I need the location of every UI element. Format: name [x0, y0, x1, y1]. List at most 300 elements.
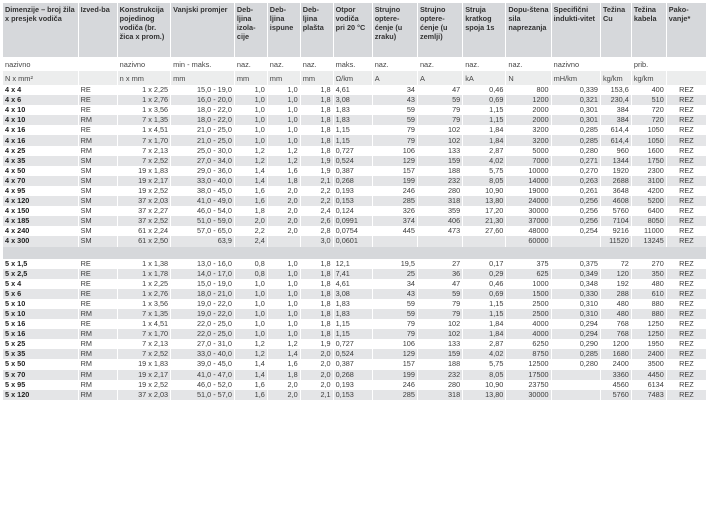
- cell-current-ground: 36: [417, 269, 462, 279]
- cell-filler-thickness: 1,0: [267, 289, 300, 299]
- cell-type: SM: [78, 196, 117, 206]
- cell-packaging: REZ: [666, 206, 706, 216]
- cell-filler-thickness: 1,0: [267, 259, 300, 269]
- cell-conductor-construction: 1 x 3,56: [117, 299, 170, 309]
- cell-outer-diameter: 27,0 - 31,0: [171, 339, 235, 349]
- header-short-circuit-current: Struja kratkog spoja 1s: [463, 3, 506, 57]
- cell-conductor-construction: 7 x 1,70: [117, 135, 170, 145]
- table-row: [3, 259, 707, 269]
- cell-current-air: 246: [372, 186, 417, 196]
- cell-dimension: 5 x 95: [3, 380, 78, 390]
- cell-conductor-construction: 37 x 2,03: [117, 390, 170, 400]
- cell-sheath-thickness: 2,2: [300, 196, 333, 206]
- cell-sheath-thickness: 1,8: [300, 259, 333, 269]
- header-permissible-tensile-force: Dopu-štena sila naprezanja: [506, 3, 551, 57]
- cell-short-circuit-current: 21,30: [463, 216, 506, 226]
- header-conductor-construction: Konstrukcija pojedinog vodiča (br. žica x prom.): [117, 3, 170, 57]
- table-row: [3, 166, 707, 176]
- cell-cable-weight: 4200: [631, 186, 666, 196]
- cell-dimension: 5 x 35: [3, 349, 78, 359]
- cell-insulation-thickness: 1,8: [234, 206, 267, 216]
- cell-insulation-thickness: 1,0: [234, 135, 267, 145]
- cell-conductor-construction: 7 x 2,13: [117, 339, 170, 349]
- cell-specific-inductance: 0,256: [551, 206, 600, 216]
- cell-insulation-thickness: 1,4: [234, 359, 267, 369]
- cell-type: RM: [78, 309, 117, 319]
- cell-specific-inductance: 0,321: [551, 95, 600, 105]
- cell-type: RE: [78, 319, 117, 329]
- table-row: [3, 390, 707, 400]
- cell-current-air: 285: [372, 390, 417, 400]
- cell-conductor-resistance: 0,387: [333, 166, 372, 176]
- cell-conductor-construction: 37 x 2,27: [117, 206, 170, 216]
- cell-type: RE: [78, 85, 117, 95]
- table-row: [3, 135, 707, 145]
- sub2-insulation-thickness: mm: [234, 71, 267, 85]
- cell-short-circuit-current: 1,15: [463, 115, 506, 125]
- cell-insulation-thickness: 1,0: [234, 289, 267, 299]
- cell-type: SM: [78, 216, 117, 226]
- cell-sheath-thickness: 1,8: [300, 319, 333, 329]
- cell-outer-diameter: 27,0 - 34,0: [171, 156, 235, 166]
- sub1-conductor-construction: nazivno: [117, 57, 170, 71]
- cell-packaging: REZ: [666, 319, 706, 329]
- sub1-outer-diameter: min - maks.: [171, 57, 235, 71]
- cell-permissible-tensile-force: 4000: [506, 329, 551, 339]
- cell-specific-inductance: 0,310: [551, 309, 600, 319]
- cell-packaging: REZ: [666, 196, 706, 206]
- cell-packaging: REZ: [666, 216, 706, 226]
- cell-conductor-construction: 7 x 1,35: [117, 309, 170, 319]
- cell-type: RM: [78, 329, 117, 339]
- cell-type: RM: [78, 370, 117, 380]
- cell-short-circuit-current: 4,02: [463, 349, 506, 359]
- header-type: Izved-ba: [78, 3, 117, 57]
- cell-dimension: 4 x 16: [3, 125, 78, 135]
- cell-outer-diameter: 33,0 - 40,0: [171, 176, 235, 186]
- cell-short-circuit-current: 0,46: [463, 279, 506, 289]
- cell-short-circuit-current: 10,90: [463, 186, 506, 196]
- cell-dimension: 5 x 70: [3, 370, 78, 380]
- cell-dimension: 4 x 10: [3, 115, 78, 125]
- cell-current-air: 59: [372, 299, 417, 309]
- cell-insulation-thickness: 1,6: [234, 380, 267, 390]
- sub2-conductor-construction: n x mm: [117, 71, 170, 85]
- cell-current-ground: 27: [417, 259, 462, 269]
- cell-current-air: 79: [372, 329, 417, 339]
- cell-current-ground: 280: [417, 186, 462, 196]
- cell-specific-inductance: 0,339: [551, 85, 600, 95]
- cell-filler-thickness: 1,8: [267, 370, 300, 380]
- cell-permissible-tensile-force: 2000: [506, 105, 551, 115]
- cell-cable-weight: 6134: [631, 380, 666, 390]
- cell-packaging: REZ: [666, 115, 706, 125]
- cell-specific-inductance: 0,285: [551, 349, 600, 359]
- cell-filler-thickness: 1,2: [267, 146, 300, 156]
- cell-short-circuit-current: 27,60: [463, 226, 506, 236]
- cell-permissible-tensile-force: 2500: [506, 309, 551, 319]
- cell-permissible-tensile-force: 23750: [506, 380, 551, 390]
- cell-outer-diameter: 15,0 - 19,0: [171, 85, 235, 95]
- cell-dimension: 5 x 6: [3, 289, 78, 299]
- cell-current-air: 79: [372, 319, 417, 329]
- sub1-dimension: nazivno: [3, 57, 78, 71]
- cell-short-circuit-current: 13,80: [463, 390, 506, 400]
- units-row-nominal: [3, 57, 707, 71]
- table-row: [3, 95, 707, 105]
- cell-conductor-resistance: 0,193: [333, 186, 372, 196]
- cell-permissible-tensile-force: 375: [506, 259, 551, 269]
- header-insulation-thickness: Deb-ljina izola-cije: [234, 3, 267, 57]
- cell-sheath-thickness: 1,8: [300, 269, 333, 279]
- header-current-air: Strujno optere-ćenje (u zraku): [372, 3, 417, 57]
- cell-insulation-thickness: 1,2: [234, 146, 267, 156]
- cell-short-circuit-current: 5,75: [463, 359, 506, 369]
- cell-conductor-construction: 1 x 2,25: [117, 279, 170, 289]
- cell-conductor-resistance: 1,83: [333, 299, 372, 309]
- cell-conductor-construction: 37 x 2,52: [117, 216, 170, 226]
- cell-packaging: REZ: [666, 269, 706, 279]
- cell-short-circuit-current: 1,84: [463, 329, 506, 339]
- cell-copper-weight: 153,6: [600, 85, 631, 95]
- cell-insulation-thickness: 2,0: [234, 216, 267, 226]
- cell-cable-weight: 610: [631, 289, 666, 299]
- cell-specific-inductance: [551, 390, 600, 400]
- cell-cable-weight: 1750: [631, 156, 666, 166]
- cell-specific-inductance: 0,280: [551, 359, 600, 369]
- cell-cable-weight: 3100: [631, 176, 666, 186]
- table-row: [3, 309, 707, 319]
- cell-conductor-construction: 7 x 2,52: [117, 156, 170, 166]
- table-row: [3, 156, 707, 166]
- cell-type: RM: [78, 349, 117, 359]
- cell-copper-weight: 120: [600, 269, 631, 279]
- cell-sheath-thickness: 2,0: [300, 370, 333, 380]
- cell-current-air: 79: [372, 125, 417, 135]
- sub2-copper-weight: kg/km: [600, 71, 631, 85]
- cell-current-ground: 318: [417, 196, 462, 206]
- cell-current-air: 129: [372, 156, 417, 166]
- cell-short-circuit-current: 2,87: [463, 339, 506, 349]
- cell-copper-weight: 614,4: [600, 125, 631, 135]
- table-row: [3, 85, 707, 95]
- cell-short-circuit-current: 0,46: [463, 85, 506, 95]
- cell-permissible-tensile-force: 37000: [506, 216, 551, 226]
- cell-cable-weight: 720: [631, 115, 666, 125]
- cell-specific-inductance: 0,285: [551, 125, 600, 135]
- cell-insulation-thickness: 1,0: [234, 85, 267, 95]
- cell-dimension: 5 x 16: [3, 329, 78, 339]
- cell-packaging: REZ: [666, 289, 706, 299]
- cell-copper-weight: 480: [600, 309, 631, 319]
- cell-packaging: REZ: [666, 380, 706, 390]
- cell-current-air: 106: [372, 339, 417, 349]
- cell-insulation-thickness: 0,8: [234, 259, 267, 269]
- cell-type: RE: [78, 95, 117, 105]
- cell-current-air: 246: [372, 380, 417, 390]
- cell-conductor-resistance: 1,15: [333, 329, 372, 339]
- cell-type: RE: [78, 279, 117, 289]
- cell-type: SM: [78, 206, 117, 216]
- cell-sheath-thickness: 2,0: [300, 349, 333, 359]
- sub1-specific-inductance: nazivno: [551, 57, 600, 71]
- cell-specific-inductance: 0,301: [551, 115, 600, 125]
- sub2-permissible-tensile-force: N: [506, 71, 551, 85]
- cell-copper-weight: 1920: [600, 166, 631, 176]
- cell-current-air: 25: [372, 269, 417, 279]
- cell-insulation-thickness: 1,0: [234, 105, 267, 115]
- cell-conductor-construction: 1 x 4,51: [117, 125, 170, 135]
- table-row: [3, 380, 707, 390]
- cell-current-air: 129: [372, 349, 417, 359]
- sub2-current-air: A: [372, 71, 417, 85]
- cell-permissible-tensile-force: 30000: [506, 206, 551, 216]
- cell-conductor-resistance: 7,41: [333, 269, 372, 279]
- cell-permissible-tensile-force: 14000: [506, 176, 551, 186]
- table-row: [3, 269, 707, 279]
- cell-insulation-thickness: 1,0: [234, 279, 267, 289]
- table-row: [3, 359, 707, 369]
- table-row: [3, 125, 707, 135]
- cell-outer-diameter: 51,0 - 57,0: [171, 390, 235, 400]
- cell-short-circuit-current: 5,75: [463, 166, 506, 176]
- sub2-type: [78, 71, 117, 85]
- table-row: [3, 279, 707, 289]
- cell-packaging: REZ: [666, 166, 706, 176]
- cell-outer-diameter: 63,9: [171, 236, 235, 246]
- cell-conductor-resistance: 1,83: [333, 115, 372, 125]
- cell-conductor-resistance: 1,83: [333, 309, 372, 319]
- cell-sheath-thickness: 1,8: [300, 85, 333, 95]
- cell-permissible-tensile-force: 3200: [506, 125, 551, 135]
- cell-current-air: 106: [372, 146, 417, 156]
- cell-conductor-resistance: 12,1: [333, 259, 372, 269]
- cell-filler-thickness: 2,0: [267, 380, 300, 390]
- cell-current-air: 43: [372, 289, 417, 299]
- cell-packaging: REZ: [666, 370, 706, 380]
- sub1-conductor-resistance: maks.: [333, 57, 372, 71]
- cell-specific-inductance: 0,290: [551, 339, 600, 349]
- cell-conductor-resistance: 0,193: [333, 380, 372, 390]
- cell-filler-thickness: 1,0: [267, 309, 300, 319]
- sub1-short-circuit-current: naz.: [463, 57, 506, 71]
- cell-insulation-thickness: 1,4: [234, 166, 267, 176]
- cell-copper-weight: 192: [600, 279, 631, 289]
- cell-insulation-thickness: 1,2: [234, 349, 267, 359]
- sub2-cable-weight: kg/km: [631, 71, 666, 85]
- cell-permissible-tensile-force: 6250: [506, 339, 551, 349]
- cell-sheath-thickness: 1,8: [300, 289, 333, 299]
- sub2-packaging: [666, 71, 706, 85]
- cell-filler-thickness: 2,0: [267, 226, 300, 236]
- cell-current-ground: 188: [417, 166, 462, 176]
- cell-sheath-thickness: 1,8: [300, 115, 333, 125]
- cell-short-circuit-current: 13,80: [463, 196, 506, 206]
- cell-outer-diameter: 33,0 - 40,0: [171, 349, 235, 359]
- cell-sheath-thickness: 1,8: [300, 329, 333, 339]
- cell-current-ground: 102: [417, 329, 462, 339]
- cell-type: RE: [78, 299, 117, 309]
- cell-type: RE: [78, 125, 117, 135]
- table-row: [3, 329, 707, 339]
- table-row: [3, 146, 707, 156]
- cell-outer-diameter: 29,0 - 36,0: [171, 166, 235, 176]
- cell-specific-inductance: [551, 380, 600, 390]
- cell-sheath-thickness: 1,8: [300, 146, 333, 156]
- cell-filler-thickness: 1,8: [267, 176, 300, 186]
- cell-type: RM: [78, 359, 117, 369]
- cell-dimension: 4 x 95: [3, 186, 78, 196]
- cell-conductor-construction: 7 x 2,52: [117, 349, 170, 359]
- cell-current-ground: 232: [417, 176, 462, 186]
- cell-current-air: 199: [372, 176, 417, 186]
- cell-current-air: 59: [372, 309, 417, 319]
- cell-conductor-construction: 19 x 2,17: [117, 370, 170, 380]
- cell-type: SM: [78, 236, 117, 246]
- cell-conductor-resistance: 1,15: [333, 135, 372, 145]
- cell-outer-diameter: 18,0 - 21,0: [171, 289, 235, 299]
- cell-copper-weight: 2688: [600, 176, 631, 186]
- cell-specific-inductance: 0,349: [551, 269, 600, 279]
- cell-packaging: REZ: [666, 226, 706, 236]
- cell-conductor-construction: 1 x 1,78: [117, 269, 170, 279]
- cell-type: RM: [78, 339, 117, 349]
- cell-short-circuit-current: 0,69: [463, 289, 506, 299]
- cell-copper-weight: 4560: [600, 380, 631, 390]
- cell-permissible-tensile-force: 30000: [506, 390, 551, 400]
- cell-short-circuit-current: 0,69: [463, 95, 506, 105]
- cell-filler-thickness: 1,2: [267, 156, 300, 166]
- cell-filler-thickness: 1,2: [267, 339, 300, 349]
- cell-filler-thickness: 2,0: [267, 390, 300, 400]
- cell-conductor-resistance: 0,153: [333, 196, 372, 206]
- cell-copper-weight: 768: [600, 319, 631, 329]
- cell-conductor-resistance: 1,83: [333, 105, 372, 115]
- cell-filler-thickness: 1,0: [267, 135, 300, 145]
- cell-conductor-construction: 1 x 2,25: [117, 85, 170, 95]
- cell-current-air: 326: [372, 206, 417, 216]
- cell-specific-inductance: [551, 236, 600, 246]
- cell-cable-weight: 480: [631, 279, 666, 289]
- cell-outer-diameter: 41,0 - 49,0: [171, 196, 235, 206]
- header-row: [3, 3, 707, 57]
- cell-current-air: 79: [372, 135, 417, 145]
- cell-short-circuit-current: 0,17: [463, 259, 506, 269]
- cable-spec-table: [3, 3, 707, 400]
- table-row: [3, 105, 707, 115]
- cell-insulation-thickness: 0,8: [234, 269, 267, 279]
- cell-sheath-thickness: 1,8: [300, 135, 333, 145]
- cell-current-air: 445: [372, 226, 417, 236]
- cell-type: RM: [78, 115, 117, 125]
- section-separator: [3, 247, 707, 259]
- cell-dimension: 5 x 4: [3, 279, 78, 289]
- cell-outer-diameter: 18,0 - 22,0: [171, 115, 235, 125]
- cell-current-ground: 359: [417, 206, 462, 216]
- cell-short-circuit-current: 1,84: [463, 125, 506, 135]
- cell-specific-inductance: 0,301: [551, 105, 600, 115]
- cell-specific-inductance: 0,254: [551, 226, 600, 236]
- cell-permissible-tensile-force: 19000: [506, 186, 551, 196]
- cell-cable-weight: 4450: [631, 370, 666, 380]
- table-row: [3, 236, 707, 246]
- cell-current-ground: 79: [417, 115, 462, 125]
- cell-specific-inductance: 0,256: [551, 196, 600, 206]
- cell-packaging: REZ: [666, 186, 706, 196]
- cell-current-ground: 318: [417, 390, 462, 400]
- cell-permissible-tensile-force: 1500: [506, 289, 551, 299]
- cell-cable-weight: 400: [631, 85, 666, 95]
- cell-conductor-construction: 19 x 2,52: [117, 380, 170, 390]
- cell-filler-thickness: 2,0: [267, 196, 300, 206]
- cell-insulation-thickness: 1,4: [234, 370, 267, 380]
- cell-sheath-thickness: 1,9: [300, 156, 333, 166]
- cell-conductor-construction: 1 x 2,76: [117, 289, 170, 299]
- cell-type: SM: [78, 176, 117, 186]
- cell-sheath-thickness: 2,0: [300, 359, 333, 369]
- cell-copper-weight: 5760: [600, 390, 631, 400]
- cell-conductor-resistance: 4,61: [333, 85, 372, 95]
- cell-conductor-construction: 19 x 1,83: [117, 359, 170, 369]
- cell-sheath-thickness: 2,4: [300, 206, 333, 216]
- cell-dimension: 4 x 16: [3, 135, 78, 145]
- table-row: [3, 370, 707, 380]
- cell-conductor-resistance: 0,727: [333, 146, 372, 156]
- cell-conductor-construction: 19 x 2,52: [117, 186, 170, 196]
- cell-current-air: [372, 236, 417, 246]
- cell-current-ground: [417, 236, 462, 246]
- sub1-filler-thickness: naz.: [267, 57, 300, 71]
- cell-specific-inductance: 0,294: [551, 319, 600, 329]
- cell-sheath-thickness: 2,1: [300, 176, 333, 186]
- cell-current-air: 157: [372, 359, 417, 369]
- cell-sheath-thickness: 2,8: [300, 226, 333, 236]
- cell-cable-weight: 1950: [631, 339, 666, 349]
- cell-filler-thickness: 1,0: [267, 269, 300, 279]
- cell-sheath-thickness: 3,0: [300, 236, 333, 246]
- cell-conductor-resistance: 0,0991: [333, 216, 372, 226]
- cell-packaging: REZ: [666, 259, 706, 269]
- cell-specific-inductance: 0,261: [551, 186, 600, 196]
- cell-copper-weight: 1200: [600, 339, 631, 349]
- cell-short-circuit-current: 8,05: [463, 370, 506, 380]
- cell-permissible-tensile-force: 12500: [506, 359, 551, 369]
- cell-cable-weight: 2300: [631, 166, 666, 176]
- cell-copper-weight: 1344: [600, 156, 631, 166]
- cell-conductor-resistance: 0,268: [333, 176, 372, 186]
- cell-short-circuit-current: 1,15: [463, 105, 506, 115]
- cell-permissible-tensile-force: 7000: [506, 156, 551, 166]
- cell-outer-diameter: 39,0 - 45,0: [171, 359, 235, 369]
- cell-current-ground: 473: [417, 226, 462, 236]
- cell-short-circuit-current: 0,29: [463, 269, 506, 279]
- cell-outer-diameter: 18,0 - 22,0: [171, 105, 235, 115]
- cell-current-air: 43: [372, 95, 417, 105]
- table-row: [3, 319, 707, 329]
- header-filler-thickness: Deb-ljina ispune: [267, 3, 300, 57]
- cell-permissible-tensile-force: 4000: [506, 319, 551, 329]
- cell-copper-weight: 384: [600, 105, 631, 115]
- cell-outer-diameter: 19,0 - 22,0: [171, 309, 235, 319]
- cell-packaging: REZ: [666, 349, 706, 359]
- cell-current-air: 34: [372, 85, 417, 95]
- cell-outer-diameter: 46,0 - 54,0: [171, 206, 235, 216]
- cell-specific-inductance: 0,310: [551, 299, 600, 309]
- cell-copper-weight: 5760: [600, 206, 631, 216]
- cell-current-air: 157: [372, 166, 417, 176]
- cell-short-circuit-current: 1,15: [463, 299, 506, 309]
- cell-current-ground: 47: [417, 279, 462, 289]
